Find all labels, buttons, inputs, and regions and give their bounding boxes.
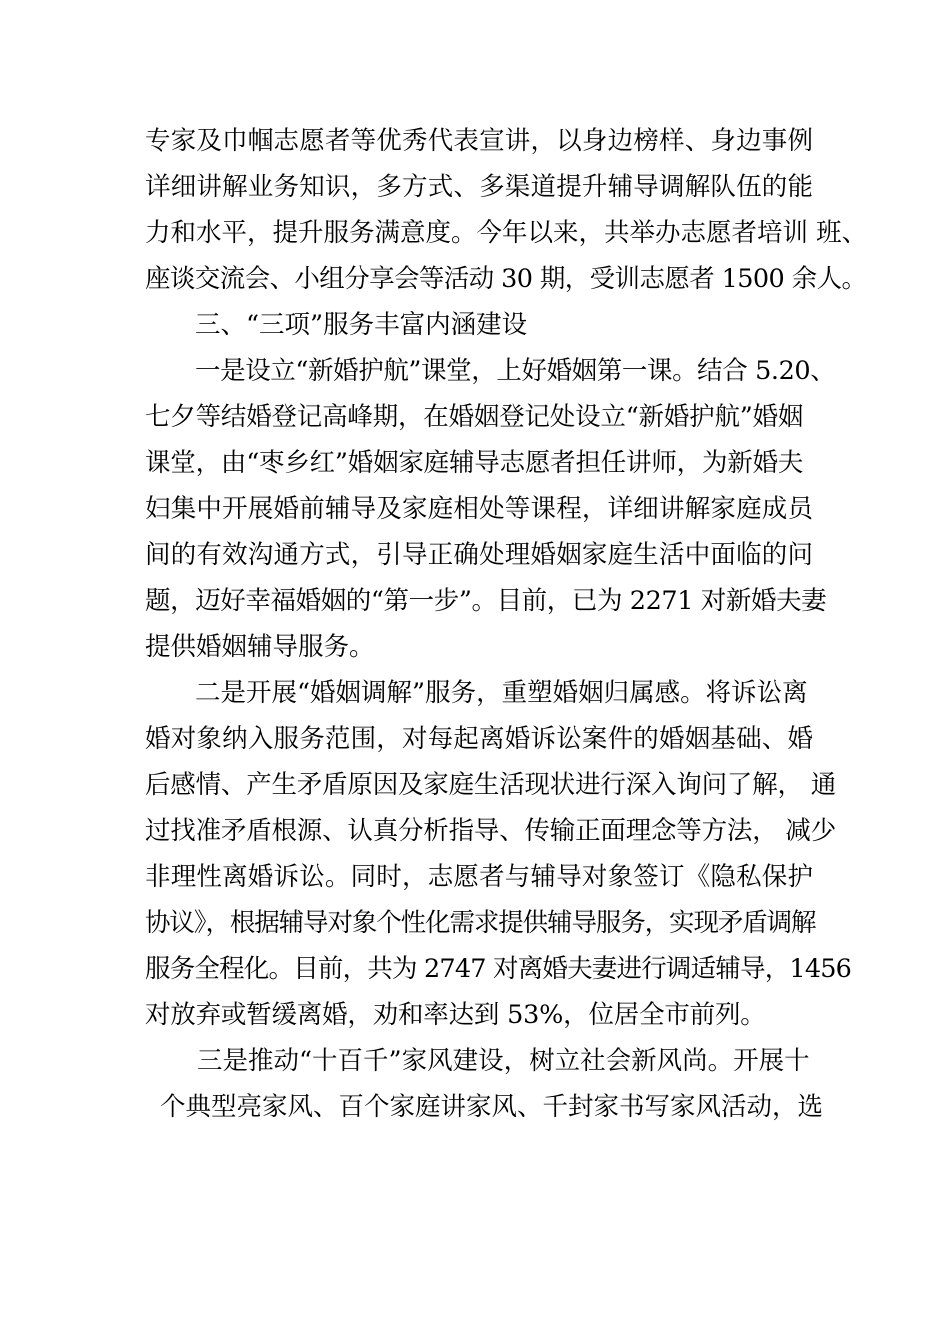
body-text-line: 个典型亮家风、百个家庭讲家风、千封家书写家风活动，选 [160,1092,824,1122]
body-text-line: 题，迈好幸福婚姻的“第一步”。目前，已为 2271 对新婚夫妻 [145,586,827,616]
body-text-line: 妇集中开展婚前辅导及家庭相处等课程，详细讲解家庭成员 [145,494,814,524]
body-text-line: 提供婚姻辅导服务。 [145,632,375,662]
body-text-line: 七夕等结婚登记高峰期，在婚姻登记处设立“新婚护航”婚姻 [145,402,804,432]
body-text-line: 力和水平，提升服务满意度。今年以来，共举办志愿者培训 班、 [145,218,868,248]
body-text-line: 服务全程化。目前，共为 2747 对离婚夫妻进行调适辅导，1456 [145,954,852,984]
body-text-line: 过找准矛盾根源、认真分析指导、传输正面理念等方法， 减少 [145,816,837,846]
paragraph-first-line: 二是开展“婚姻调解”服务，重塑婚姻归属感。将诉讼离 [195,678,808,708]
body-text-line: 非理性离婚诉讼。同时，志愿者与辅导对象签订《隐私保护 [145,862,814,892]
body-text-line: 后感情、产生矛盾原因及家庭生活现状进行深入询问了解， 通 [145,770,837,800]
body-text-line: 课堂，由“枣乡红”婚姻家庭辅导志愿者担任讲师，为新婚夫 [145,448,804,478]
body-text-line: 婚对象纳入服务范围，对每起离婚诉讼案件的婚姻基础、婚 [145,724,814,754]
paragraph-first-line: 三是推动“十百千”家风建设，树立社会新风尚。开展十 [197,1046,810,1076]
body-text-line: 座谈交流会、小组分享会等活动 30 期，受训志愿者 1500 余人。 [145,264,867,294]
body-text-line: 专家及巾帼志愿者等优秀代表宣讲，以身边榜样、身边事例 [145,126,814,156]
body-text-line: 间的有效沟通方式，引导正确处理婚姻家庭生活中面临的问 [145,540,814,570]
body-text-line: 协议》，根据辅导对象个性化需求提供辅导服务，实现矛盾调解 [145,908,816,938]
body-text-line: 详细讲解业务知识，多方式、多渠道提升辅导调解队伍的能 [145,172,814,202]
section-heading: 三、“三项”服务丰富内涵建设 [195,310,528,340]
body-text-line: 对放弃或暂缓离婚，劝和率达到 53%，位居全市前列。 [145,1000,766,1030]
paragraph-first-line: 一是设立“新婚护航”课堂，上好婚姻第一课。结合 5.20、 [195,356,836,386]
